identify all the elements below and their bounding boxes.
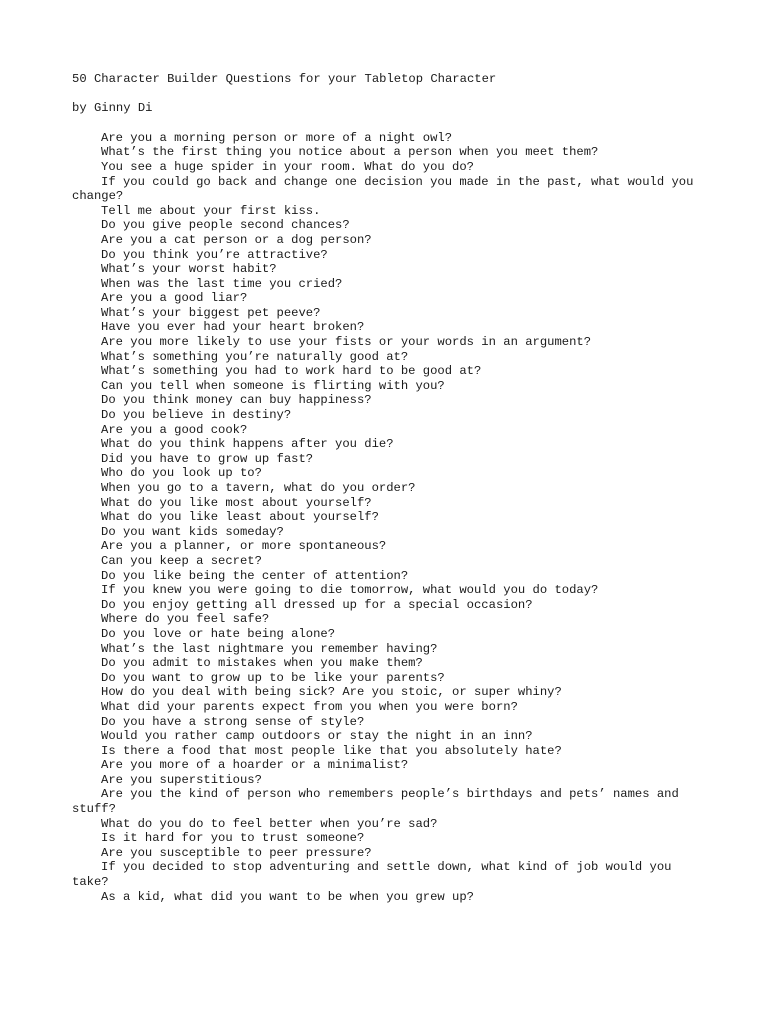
question-item: Do you like being the center of attention?: [101, 568, 409, 583]
question-item: What’s your worst habit?: [101, 262, 277, 277]
question-item: What do you like least about yourself?: [101, 510, 379, 525]
question-item: Where do you feel safe?: [101, 612, 270, 627]
question-item: Do you think you’re attractive?: [101, 247, 328, 262]
question-item: Do you want kids someday?: [101, 524, 284, 539]
question-item: Would you rather camp outdoors or stay the night in an inn?: [101, 729, 533, 744]
question-item: If you decided to stop adventuring and settle down, what kind of job would you take?: [72, 860, 672, 890]
question-item: What’s something you’re naturally good at?: [101, 349, 409, 364]
question-item: Are you a good liar?: [101, 291, 248, 306]
question-item: Can you keep a secret?: [101, 553, 262, 568]
question-item: When you go to a tavern, what do you order?: [101, 481, 416, 496]
question-item: Are you superstitious?: [101, 772, 262, 787]
question-item: What do you like most about yourself?: [101, 495, 372, 510]
question-list: [72, 131, 708, 904]
question-item: Do you admit to mistakes when you make them?: [101, 656, 423, 671]
question-item: Is there a food that most people like that you absolutely hate?: [101, 743, 562, 758]
document-title: 50 Character Builder Questions for your Tabletop Character: [72, 72, 497, 86]
question-item: What’s the last nightmare you remember having?: [101, 641, 438, 656]
question-item: Have you ever had your heart broken?: [101, 320, 365, 335]
question-item: Who do you look up to?: [101, 466, 262, 481]
question-item: Do you believe in destiny?: [101, 408, 292, 423]
question-item: When was the last time you cried?: [101, 276, 343, 291]
question-item: Do you love or hate being alone?: [101, 626, 336, 641]
question-item: Is it hard for you to trust someone?: [101, 831, 365, 846]
question-item: Do you think money can buy happiness?: [101, 393, 372, 408]
question-item: Do you want to grow up to be like your parents?: [101, 670, 445, 685]
question-item: You see a huge spider in your room. What do you do?: [101, 159, 474, 174]
question-item: Are you more of a hoarder or a minimalist?: [101, 758, 409, 773]
question-item: How do you deal with being sick? Are you stoic, or super whiny?: [101, 685, 562, 700]
question-item: What’s something you had to work hard to be good at?: [101, 364, 482, 379]
document-page: [72, 72, 708, 904]
document-author: by Ginny Di: [72, 100, 153, 115]
question-item: What do you think happens after you die?: [101, 437, 394, 452]
question-item: Are you susceptible to peer pressure?: [101, 845, 372, 860]
question-item: Are you the kind of person who remembers people’s birthdays and pets’ names and stuff?: [72, 787, 679, 817]
question-item: If you knew you were going to die tomorrow, what would you do today?: [101, 583, 599, 598]
question-item: Can you tell when someone is flirting with you?: [101, 378, 445, 393]
question-item: What’s the first thing you notice about a person when you meet them?: [101, 145, 599, 160]
question-item: Do you have a strong sense of style?: [101, 714, 365, 729]
question-item: Are you more likely to use your fists or your words in an argument?: [101, 335, 592, 350]
question-item: Do you give people second chances?: [101, 218, 350, 233]
question-item: Do you enjoy getting all dressed up for a special occasion?: [101, 597, 533, 612]
question-item: Are you a good cook?: [101, 422, 248, 437]
question-item: Are you a planner, or more spontaneous?: [101, 539, 387, 554]
question-item: If you could go back and change one decision you made in the past, what would you change?: [72, 174, 694, 204]
question-item: Did you have to grow up fast?: [101, 451, 314, 466]
question-item: Tell me about your first kiss.: [101, 203, 321, 218]
question-item: What’s your biggest pet peeve?: [101, 305, 321, 320]
question-item: Are you a cat person or a dog person?: [101, 232, 372, 247]
question-item: What do you do to feel better when you’re sad?: [101, 816, 438, 831]
question-item: What did your parents expect from you when you were born?: [101, 699, 518, 714]
question-item: As a kid, what did you want to be when you grew up?: [101, 889, 474, 904]
question-item: Are you a morning person or more of a night owl?: [101, 130, 453, 145]
